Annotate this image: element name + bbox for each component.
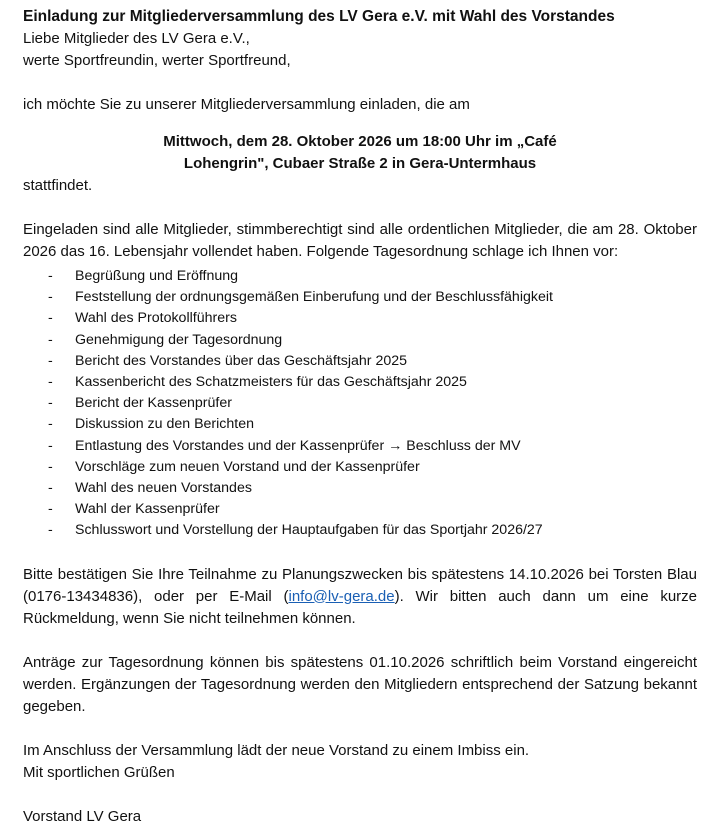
agenda-item-label: Schlusswort und Vorstellung der Hauptaufgaben für das Sportjahr 2026/27 xyxy=(75,522,543,539)
agenda-item xyxy=(23,478,697,499)
event-details xyxy=(23,131,697,175)
email-link[interactable]: info@lv-gera.de xyxy=(288,587,395,605)
agenda-item-label: Feststellung der ordnungsgemäßen Einberufung und der Beschlussfähigkeit xyxy=(75,289,553,306)
bullet-dash: - xyxy=(48,437,53,454)
agenda-item xyxy=(23,308,697,329)
agenda-item-label: Wahl des Protokollführers xyxy=(75,310,237,327)
closing-line-2: Mit sportlichen Grüßen xyxy=(23,763,175,781)
confirmation-text-start: Bitte bestätigen Sie Ihre Teilnahme zu Planungszwecken bis spätestens 14.10.2026 bei Torsten Blau (0176-13434836), oder per E-Mail ( xyxy=(23,565,697,605)
bullet-dash: - xyxy=(48,480,53,497)
bullet-dash: - xyxy=(48,395,53,412)
agenda-list xyxy=(23,266,697,542)
bullet-dash: - xyxy=(48,310,53,327)
agenda-item-label: Kassenbericht des Schatzmeisters für das Geschäftsjahr 2025 xyxy=(75,374,467,391)
event-line-1: Mittwoch, dem 28. Oktober 2026 um 18:00 Uhr im „Café xyxy=(163,133,557,150)
agenda-item-label: Vorschläge zum neuen Vorstand und der Kassenprüfer xyxy=(75,458,420,475)
signature: Vorstand LV Gera xyxy=(23,807,142,825)
agenda-item xyxy=(23,436,697,457)
confirmation-text-end: ). Wir bitten auch dann um eine kurze Rückmeldung, wenn Sie nicht teilnehmen können. xyxy=(23,587,697,627)
document-title: Einladung zur Mitgliederversammlung des LV Gera e.V. mit Wahl des Vorstandes xyxy=(23,8,615,25)
eligibility-text: Eingeladen sind alle Mitglieder, stimmberechtigt sind alle ordentlichen Mitglieder, die am 28. Oktober 2026 das 16. Lebensjahr vollendet haben. Folgende Tagesordnung schlage ich Ihnen vor: xyxy=(23,221,697,260)
agenda-item xyxy=(23,330,697,351)
agenda-item-label: Bericht der Kassenprüfer xyxy=(75,395,232,412)
bullet-dash: - xyxy=(48,374,53,391)
agenda-item xyxy=(23,499,697,520)
salutation-line-2: werte Sportfreundin, werter Sportfreund, xyxy=(23,52,291,69)
agenda-item-label: Genehmigung der Tagesordnung xyxy=(75,331,283,348)
bullet-dash: - xyxy=(48,522,53,539)
agenda-item-label: Entlastung des Vorstandes und der Kassenprüfer → Beschluss der MV xyxy=(75,437,521,454)
bullet-dash: - xyxy=(48,268,53,284)
agenda-item xyxy=(23,372,697,393)
confirmation-text xyxy=(23,564,697,630)
agenda-item xyxy=(23,266,697,287)
agenda-item-label: Begrüßung und Eröffnung xyxy=(75,268,239,284)
agenda-item-label: Wahl der Kassenprüfer xyxy=(75,501,220,518)
event-suffix: stattfindet. xyxy=(23,177,93,194)
bullet-dash: - xyxy=(48,501,53,518)
intro-text: ich möchte Sie zu unserer Mitgliederversammlung einladen, die am xyxy=(23,96,470,113)
agenda-item xyxy=(23,457,697,478)
agenda-item xyxy=(23,351,697,372)
agenda-item-label: Bericht des Vorstandes über das Geschäftsjahr 2025 xyxy=(75,352,408,369)
salutation-line-1: Liebe Mitglieder des LV Gera e.V., xyxy=(23,30,250,47)
bullet-dash: - xyxy=(48,289,53,306)
agenda-item xyxy=(23,393,697,414)
bullet-dash: - xyxy=(48,416,53,433)
bullet-dash: - xyxy=(48,458,53,475)
motions-text: Anträge zur Tagesordnung können bis spätestens 01.10.2026 schriftlich beim Vorstand eingereicht werden. Ergänzungen der Tagesordnung werden den Mitgliedern entsprechend der Satzung bekannt gegeben. xyxy=(23,653,697,715)
bullet-dash: - xyxy=(48,352,53,369)
agenda-item xyxy=(23,520,697,541)
agenda-item xyxy=(23,287,697,308)
bullet-dash: - xyxy=(48,331,53,348)
agenda-item xyxy=(23,414,697,435)
closing-line-1: Im Anschluss der Versammlung lädt der neue Vorstand zu einem Imbiss ein. xyxy=(23,741,530,759)
agenda-item-label: Diskussion zu den Berichten xyxy=(75,416,255,433)
agenda-item-label: Wahl des neuen Vorstandes xyxy=(75,480,252,497)
event-line-2: Lohengrin", Cubaer Straße 2 in Gera-Untermhaus xyxy=(183,155,537,172)
